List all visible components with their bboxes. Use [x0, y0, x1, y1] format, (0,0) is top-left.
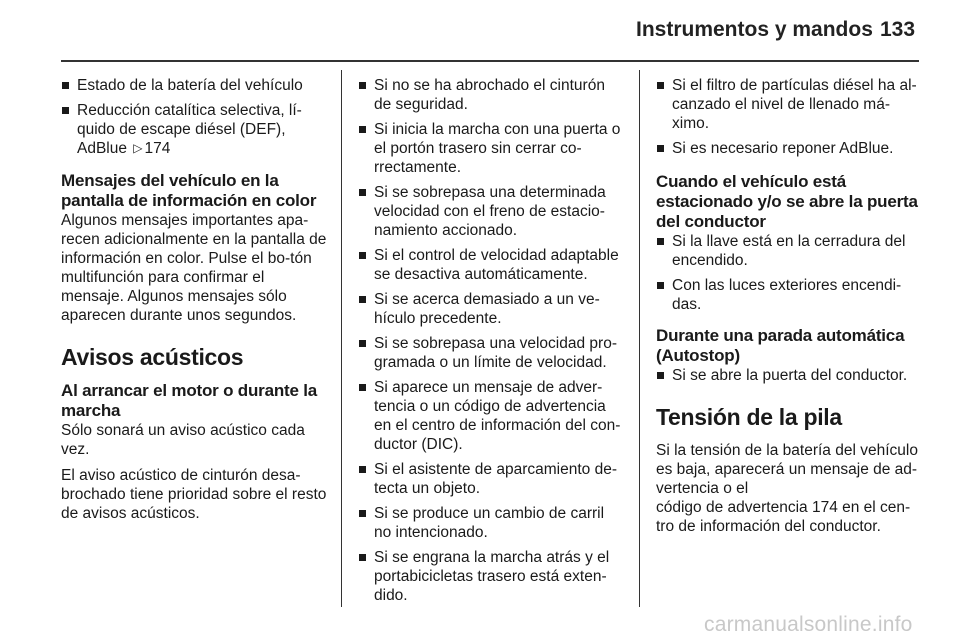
paragraph-tension-1: Si la tensión de la batería del vehículo es baja, aparecerá un mensaje de ad-vertencia o el: [656, 442, 918, 497]
heading-avisos-acusticos: Avisos acústicos: [61, 344, 244, 370]
adblue-label: AdBlue: [77, 140, 127, 157]
heading-mensajes: Mensajes del vehículo en la pantalla de información en color: [61, 171, 317, 210]
list-item: Si se engrana la marcha atrás y el portabicicletas trasero está exten-dido.: [358, 548, 624, 605]
autostop-list: [656, 366, 922, 385]
list-item: Si no se ha abrochado el cinturón de seguridad.: [358, 76, 624, 114]
list-item: Si el control de velocidad adaptable se desactiva automáticamente.: [358, 246, 624, 284]
column-divider-1: [341, 70, 342, 607]
column-divider-2: [639, 70, 640, 607]
list-item: Si se produce un cambio de carril no intencionado.: [358, 504, 624, 542]
triangle-right-icon: ▷: [133, 141, 143, 155]
filter-list: [656, 76, 922, 158]
watermark: carmanualsonline.info: [704, 613, 913, 636]
list-item: Si inicia la marcha con una puerta o el portón trasero sin cerrar co-rrectamente.: [358, 120, 624, 177]
paragraph-mensajes: Algunos mensajes importantes apa-recen adicionalmente en la pantalla de información en color. Pulse el bo-tón multifunción para confirmar el mensaje. Algunos mensajes sólo aparecen durante unos segundos.: [61, 212, 327, 324]
list-item: [61, 101, 327, 159]
column-1: [61, 76, 327, 530]
header-divider: [61, 60, 919, 62]
list-item: Si se sobrepasa una velocidad pro-gramada o un límite de velocidad.: [358, 334, 624, 372]
adblue-page-ref[interactable]: 174: [144, 140, 171, 157]
paragraph-tension-2: código de advertencia 174 en el cen-tro de información del conductor.: [656, 499, 911, 535]
list-item: Si se abre la puerta del conductor.: [656, 366, 922, 385]
list-item: Si la llave está en la cerradura del encendido.: [656, 232, 922, 270]
heading-arrancar: Al arrancar el motor o durante la marcha: [61, 381, 318, 420]
parked-list: [656, 232, 922, 314]
paragraph-arrancar-1: Sólo sonará un aviso acústico cada vez.: [61, 422, 305, 458]
list-item: Si el asistente de aparcamiento de-tecta un objeto.: [358, 460, 624, 498]
column-2: [358, 76, 624, 611]
heading-tension: Tensión de la pila: [656, 404, 842, 430]
heading-autostop: Durante una parada automática (Autostop): [656, 326, 905, 365]
list-item: Si es necesario reponer AdBlue.: [656, 139, 922, 158]
list-item: Si se acerca demasiado a un ve-hículo precedente.: [358, 290, 624, 328]
page-number: 133: [880, 18, 916, 41]
list-item: Si se sobrepasa una determinada velocidad con el freno de estacio-namiento accionado.: [358, 183, 624, 240]
section-title: Instrumentos y mandos: [636, 18, 873, 41]
list-item: Estado de la batería del vehículo: [61, 76, 327, 95]
warning-list: [358, 76, 624, 605]
heading-estacionado: Cuando el vehículo está estacionado y/o se abre la puerta del conductor: [656, 172, 918, 231]
list-item: Si aparece un mensaje de adver-tencia o un código de advertencia en el centro de información del con-ductor (DIC).: [358, 378, 624, 454]
list-item: Con las luces exteriores encendi-das.: [656, 276, 922, 314]
status-list: [61, 76, 327, 159]
column-3: [656, 76, 922, 543]
list-item: Si el filtro de partículas diésel ha al-canzado el nivel de llenado má-ximo.: [656, 76, 922, 133]
paragraph-arrancar-2: El aviso acústico de cinturón desa-brochado tiene prioridad sobre el resto de avisos acústicos.: [61, 467, 327, 522]
list-item-text: Reducción catalítica selectiva, lí-quido de escape diésel (DEF),: [77, 102, 302, 138]
page-header: [0, 0, 960, 60]
